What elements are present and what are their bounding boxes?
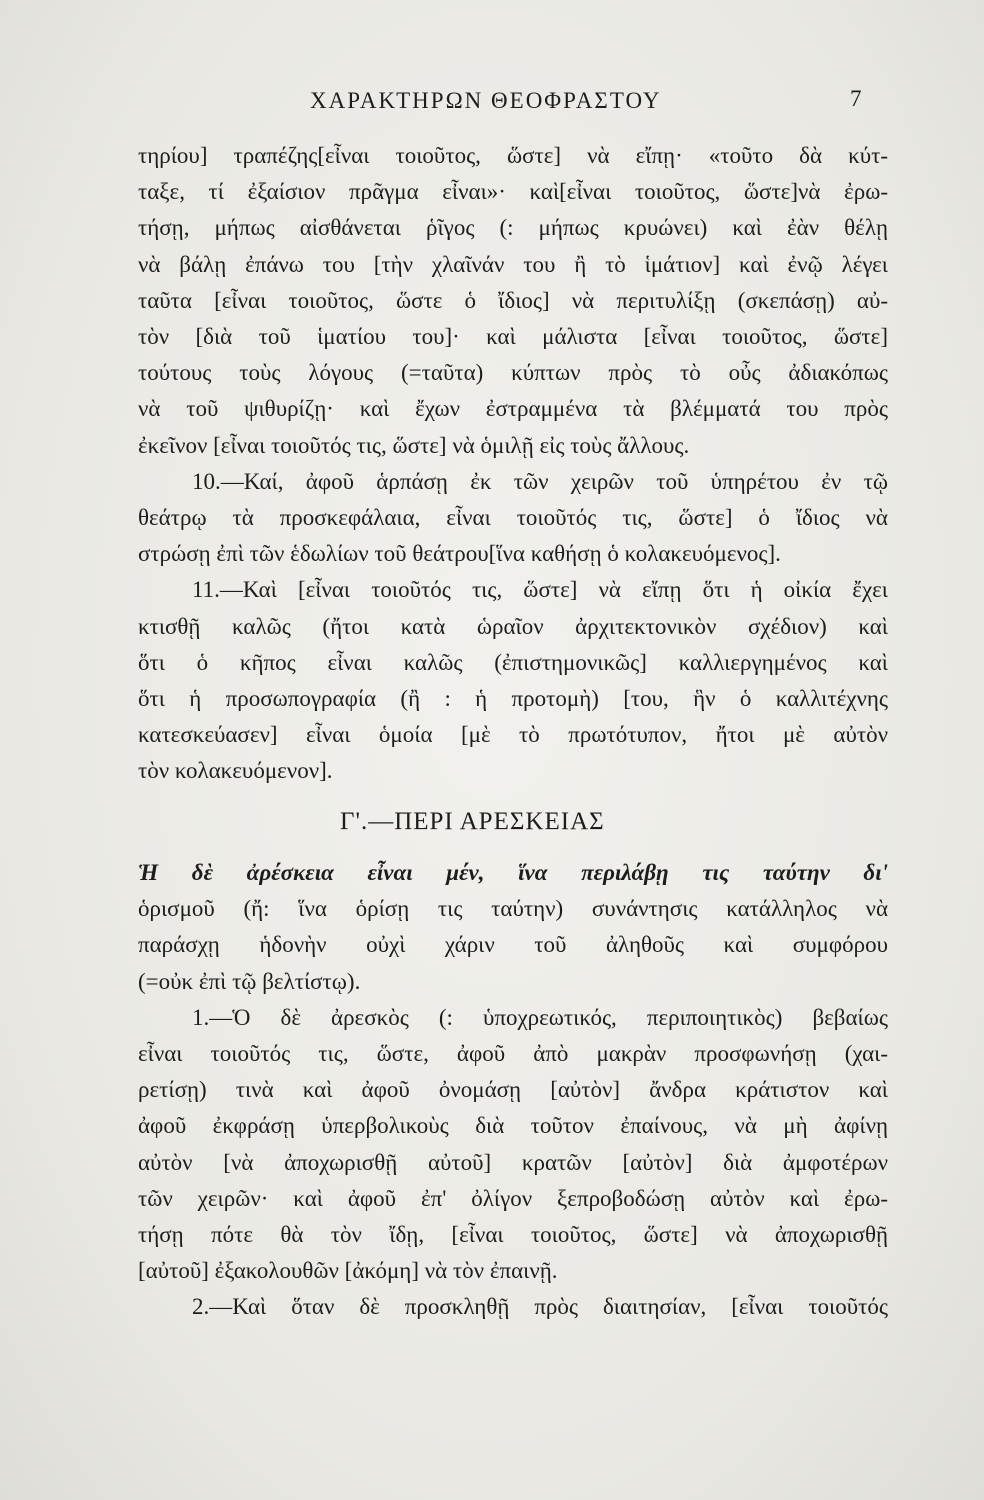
text-line: τήσῃ πότε θὰ τὸν ἴδῃ, [εἶναι τοιοῦτος, ὥστε] νὰ ἀποχωρισθῇ bbox=[138, 1222, 888, 1248]
text-line: τούτους τοὺς λόγους (=ταῦτα) κύπτων πρὸς τὸ οὖς ἀδιακόπως bbox=[138, 360, 888, 386]
text-line: ταῦτα [εἶναι τοιοῦτος, ὥστε ὁ ἴδιος] νὰ περιτυλίξῃ (σκεπάσῃ) αὐ- bbox=[138, 287, 888, 313]
text-line: 1.—Ὁ δὲ ἀρεσκὸς (: ὑποχρεωτικός, περιποιητικὸς) βεβαίως bbox=[192, 1004, 888, 1030]
definition-line: παράσχῃ ἡδονὴν οὐχὶ χάριν τοῦ ἀληθοῦς καὶ συμφόρου bbox=[138, 932, 888, 958]
lower-text-block bbox=[138, 855, 888, 1326]
definition-line: Ἡ δὲ ἀρέσκεια εἶναι μέν, ἵνα περιλάβῃ τις ταύτην δι' bbox=[138, 860, 888, 885]
text-line: αὐτὸν [νὰ ἀποχωρισθῇ αὐτοῦ] κρατῶν [αὐτὸν] διὰ ἀμφοτέρων bbox=[138, 1149, 888, 1175]
text-line: ταξε, τί ἐξαίσιον πρᾶγμα εἶναι»· καὶ[εἶναι τοιοῦτος, ὥστε]νὰ ἐρω- bbox=[138, 179, 888, 205]
text-line: κατεσκεύασεν] εἶναι ὁμοία [μὲ τὸ πρωτότυπον, ἤτοι μὲ αὐτὸν bbox=[138, 722, 888, 748]
text-line: 2.—Καὶ ὅταν δὲ προσκληθῇ πρὸς διαιτησίαν, [εἶναι τοιοῦτός bbox=[192, 1294, 888, 1320]
upper-text-block bbox=[138, 138, 888, 790]
text-line: εἶναι τοιοῦτός τις, ὥστε, ἀφοῦ ἀπὸ μακρὰν προσφωνήσῃ (χαι- bbox=[138, 1041, 888, 1067]
text-line: τηρίου] τραπέζης[εἶναι τοιοῦτος, ὥστε] νὰ εἴπῃ· «τοῦτο δὰ κύτ- bbox=[138, 143, 888, 168]
text-line: 10.—Καί, ἀφοῦ ἁρπάσῃ ἐκ τῶν χειρῶν τοῦ ὑπηρέτου ἐν τῷ bbox=[192, 468, 888, 494]
text-line: τὸν [διὰ τοῦ ἱματίου του]· καὶ μάλιστα [εἶναι τοιοῦτος, ὥστε] bbox=[138, 324, 888, 350]
definition-line: (=οὐκ ἐπὶ τῷ βελτίστῳ). bbox=[138, 968, 361, 994]
text-line: ρετίσῃ) τινὰ καὶ ἀφοῦ ὀνομάσῃ [αὐτὸν] ἄνδρα κράτιστον καὶ bbox=[138, 1077, 888, 1103]
text-line: κτισθῇ καλῶς (ἤτοι κατὰ ὡραῖον ἀρχιτεκτονικὸν σχέδιον) καὶ bbox=[138, 613, 888, 639]
text-line: 11.—Καὶ [εἶναι τοιοῦτός τις, ὥστε] νὰ εἴπῃ ὅτι ἡ οἰκία ἔχει bbox=[192, 577, 888, 603]
text-line: τῶν χειρῶν· καὶ ἀφοῦ ἐπ' ὀλίγον ξεπροβοδώσῃ αὐτὸν καὶ ἐρω- bbox=[138, 1185, 888, 1211]
text-line: ἐκεῖνον [εἶναι τοιοῦτός τις, ὥστε] νὰ ὁμιλῇ εἰς τοὺς ἄλλους. bbox=[138, 432, 690, 458]
text-line: ὅτι ὁ κῆπος εἶναι καλῶς (ἐπιστημονικῶς] καλλιεργημένος καὶ bbox=[138, 649, 888, 675]
text-line: τήσῃ, μήπως αἰσθάνεται ῥῖγος (: μήπως κρυώνει) καὶ ἐὰν θέλῃ bbox=[138, 215, 888, 241]
text-line: [αὐτοῦ] ἐξακολουθῶν [ἀκόμη] νὰ τὸν ἐπαινῇ. bbox=[138, 1258, 558, 1284]
definition-line: ὁρισμοῦ (ἤ: ἵνα ὁρίσῃ τις ταύτην) συνάντησις κατάλληλος νὰ bbox=[138, 896, 888, 922]
text-line: ἀφοῦ ἐκφράσῃ ὑπερβολικοὺς διὰ τοῦτον ἐπαίνους, νὰ μὴ ἀφίνῃ bbox=[138, 1113, 888, 1139]
text-line: στρώσῃ ἐπὶ τῶν ἑδωλίων τοῦ θεάτρου[ἵνα καθήσῃ ὁ κολακευόμενος]. bbox=[138, 541, 781, 567]
section-title: Γ'.—ΠΕΡΙ ΑΡΕΣΚΕΙΑΣ bbox=[340, 808, 605, 835]
text-line: νὰ τοῦ ψιθυρίζῃ· καὶ ἔχων ἐστραμμένα τὰ βλέμματά του πρὸς bbox=[138, 396, 888, 422]
text-line: θεάτρῳ τὰ προσκεφάλαια, εἶναι τοιοῦτός τις, ὥστε] ὁ ἴδιος νὰ bbox=[138, 505, 888, 531]
text-line: νὰ βάλῃ ἐπάνω του [τὴν χλαῖνάν του ἢ τὸ ἱμάτιον] καὶ ἐνῷ λέγει bbox=[138, 251, 888, 277]
text-line: τὸν κολακευόμενον]. bbox=[138, 758, 333, 784]
page-number: 7 bbox=[850, 86, 862, 111]
text-line: ὅτι ἡ προσωπογραφία (ἢ : ἡ προτομὴ) [του, ἣν ὁ καλλιτέχνης bbox=[138, 686, 888, 712]
running-title: ΧΑΡΑΚΤΗΡΩΝ ΘΕΟΦΡΑΣΤΟΥ bbox=[310, 88, 662, 113]
